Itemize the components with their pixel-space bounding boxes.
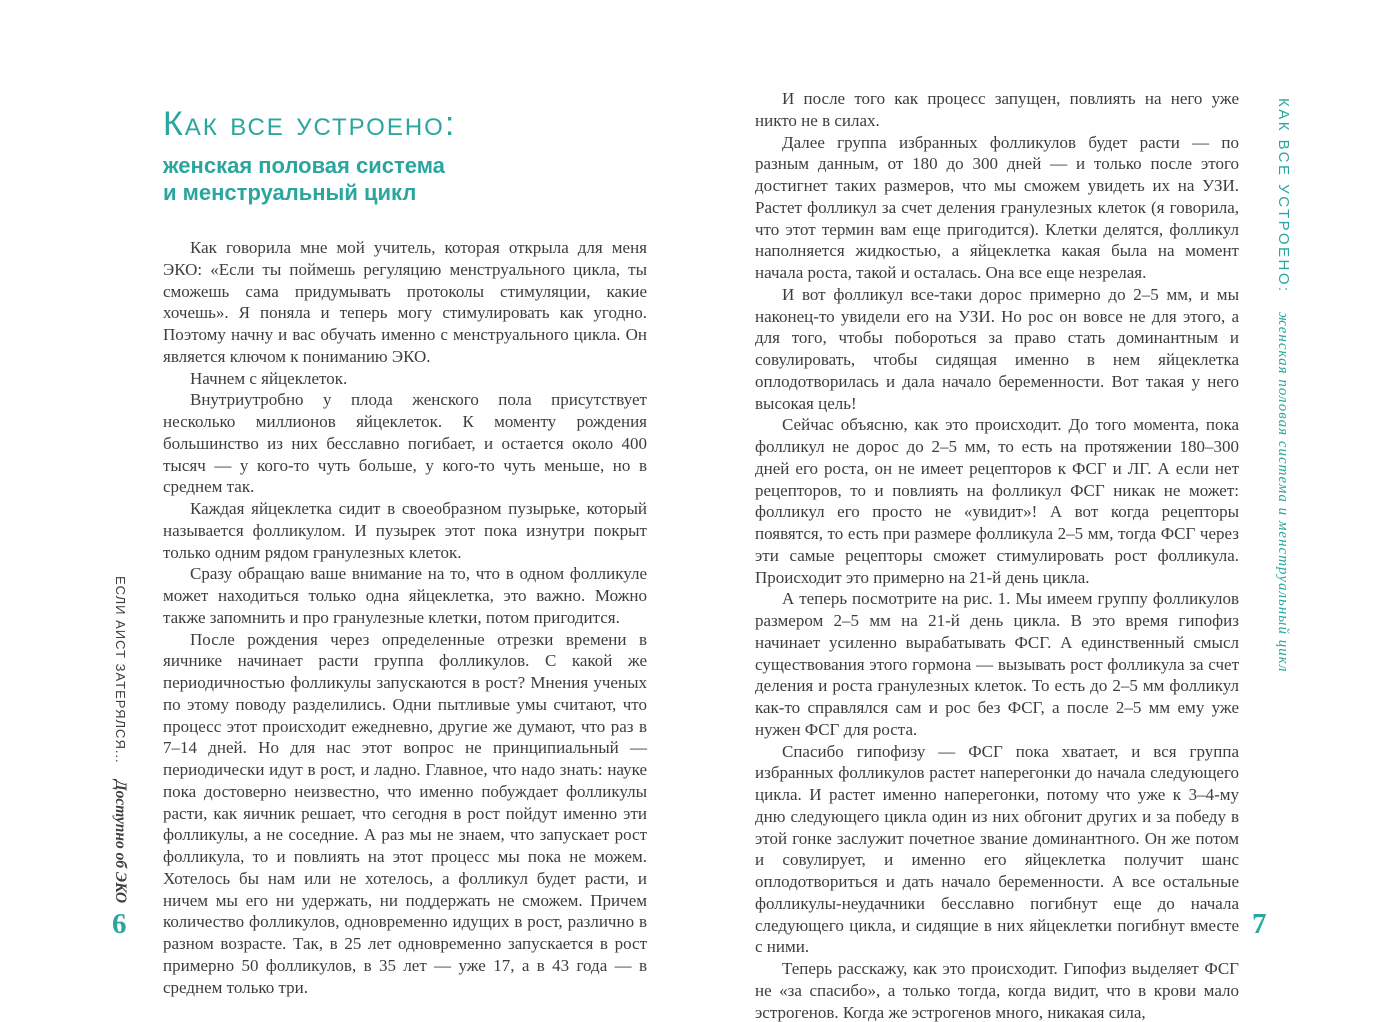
right-page-column (755, 88, 1239, 1022)
chapter-subtitle-line-2: и менструальный цикл (163, 180, 417, 206)
right-page-body (755, 88, 1239, 1022)
body-paragraph: Спасибо гипофизу — ФСГ пока хватает, и вся группа избранных фолликулов растет наперегонки до начала следующего цикла. И растет именно наперегонки, потому что уже к 3–4-му дню следующего цикла один из них обгонит других и за победу в этой гонке заслужит почетное звание доминантного. Он же потом и совулирует, и именно его яйцеклетка получит шанс оплодотвориться и дать начало беременности. А все остальные фолликулы-неудачники бесславно погибнут еще до начала следующего цикла, и сидящие в них яйцеклетки погибнут вместе с ними. (755, 741, 1239, 957)
body-paragraph: Внутриутробно у плода женского пола присутствует несколько миллионов яйцеклеток. К моменту рождения большинство из них бесславно погибает, и остается около 400 тысяч — у кого-то чуть больше, у кого-то чуть меньше, но в среднем так. (163, 390, 647, 497)
series-title-caps: ЕСЛИ АИСТ ЗАТЕРЯЛСЯ... (113, 576, 128, 764)
left-page-body (163, 237, 647, 998)
body-paragraph: Как говорила мне мой учитель, которая открыла для меня ЭКО: «Если ты поймешь регуляцию менструального цикла, ты сможешь сама придумывать протоколы стимуляции, какие хочешь». Я поняла и теперь могу стимулировать как угодно. Поэтому начну и вас обучать именно с менструального цикла. Он является ключом к пониманию ЭКО. (163, 238, 647, 366)
chapter-subtitle-line-1: женская половая система (163, 153, 445, 179)
body-paragraph: Теперь расскажу, как это происходит. Гипофиз выделяет ФСГ не «за спасибо», а только тогда, когда видит, что в крови мало эстрогенов. Когда же эстрогенов много, никакая сила, (755, 959, 1239, 1022)
margin-chapter-title-italic: женская половая система и менструальный цикл (1275, 311, 1291, 673)
body-paragraph: Далее группа избранных фолликулов будет расти — по разным данным, от 180 до 300 дней — и только после этого достигнет таких размеров, что мы сможем увидеть их на УЗИ. Растет фолликул за счет деления гранулезных клеток (я говорила, что этот термин вам еще пригодится). Клетки делятся, фолликул наполняется жидкостью, а яйцеклетка какая была на момент начала роста, такой и осталась. Она все еще незрелая. (755, 132, 1239, 282)
page-number-right: 7 (1252, 908, 1267, 940)
left-margin-series-title (99, 576, 129, 903)
right-margin-chapter-title (1262, 98, 1292, 672)
body-paragraph: После рождения через определенные отрезки времени в яичнике начинает расти группа фолликулов. С какой же периодичностью фолликулы запускаются в рост? Мнения ученых по этому поводу разделились. Одни пытливые умы считают, что процесс этот происходит ежедневно, другие же думают, что раз в 7–14 дней. Но для нас этот вопрос не принципиальный — периодически идут в рост, и ладно. Главное, что надо знать: науке пока достоверно неизвестно, что именно побуждает фолликулы расти, как яичник решает, что сегодня в рост пойдут именно эти фолликулы, а не соседние. А раз мы не знаем, что запускает рост фолликула, то и повлиять на этот процесс мы пока не можем. Хотелось бы нам или не хотелось, а фолликул будет расти, и ничем мы его ни удержать, ни поддержать не сможем. Причем количество фолликулов, одновременно идущих в рост, различно в разном возрасте. Так, в 25 лет одновременно запускается в рост примерно 50 фолликулов, в 35 лет — уже 17, а в 43 года — в среднем только три. (163, 629, 647, 997)
body-paragraph: Каждая яйцеклетка сидит в своеобразном пузырьке, который называется фолликулом. И пузырек этот пока изнутри покрыт только одним рядом гранулезных клеток. (163, 499, 647, 562)
body-paragraph: Сразу обращаю ваше внимание на то, что в одном фолликуле может находиться только одна яйцеклетка, это важно. Можно также запомнить и про гранулезные клетки, потом пригодится. (163, 564, 647, 627)
chapter-subtitle (163, 153, 647, 207)
body-paragraph: Сейчас объясню, как это происходит. До того момента, пока фолликул не дорос до 2–5 мм, то есть на протяжении 180–300 дней его роста, он не имеет рецепторов к ФСГ и ЛГ. А если нет рецепторов, то и повлиять на фолликул ФСГ никак не может: фолликул его просто не «увидит»! А вот когда рецепторы появятся, то есть при размере фолликула 2–5 мм, тогда ФСГ через эти самые рецепторы сможет стимулировать рост фолликула. Происходит это примерно на 21-й день цикла. (755, 415, 1239, 587)
page-number-left: 6 (112, 908, 127, 940)
chapter-title: Как все устроено: (163, 105, 457, 143)
series-title-italic: Доступно об ЭКО (112, 779, 129, 903)
body-paragraph: И вот фолликул все-таки дорос примерно до 2–5 мм, и мы наконец-то увидели его на УЗИ. Но рос он вовсе не для этого, а для того, чтобы побороться за право стать доминантным и совулировать, чтобы сидящая именно в нем яйцеклетка оплодотворилась и дала начало беременности. Вот такая у него высокая цель! (755, 284, 1239, 413)
body-paragraph: А теперь посмотрите на рис. 1. Мы имеем группу фолликулов размером 2–5 мм на 21-й день цикла. В это время гипофиз начинает усиленно вырабатывать ФСГ. А единственный смысл существования этого гормона — вызывать рост фолликула за счет деления и роста гранулезных клеток. То есть до 2–5 мм фолликул как-то справлялся сам и рос без ФСГ, а после 2–5 мм ему уже нужен ФСГ для роста. (755, 589, 1239, 739)
body-paragraph: И после того как процесс запущен, повлиять на него уже никто не в силах. (755, 89, 1239, 130)
left-page-column (163, 106, 647, 998)
body-paragraph: Начнем с яйцеклеток. (190, 368, 348, 388)
margin-chapter-title-caps: КАК ВСЕ УСТРОЕНО: (1275, 98, 1292, 294)
